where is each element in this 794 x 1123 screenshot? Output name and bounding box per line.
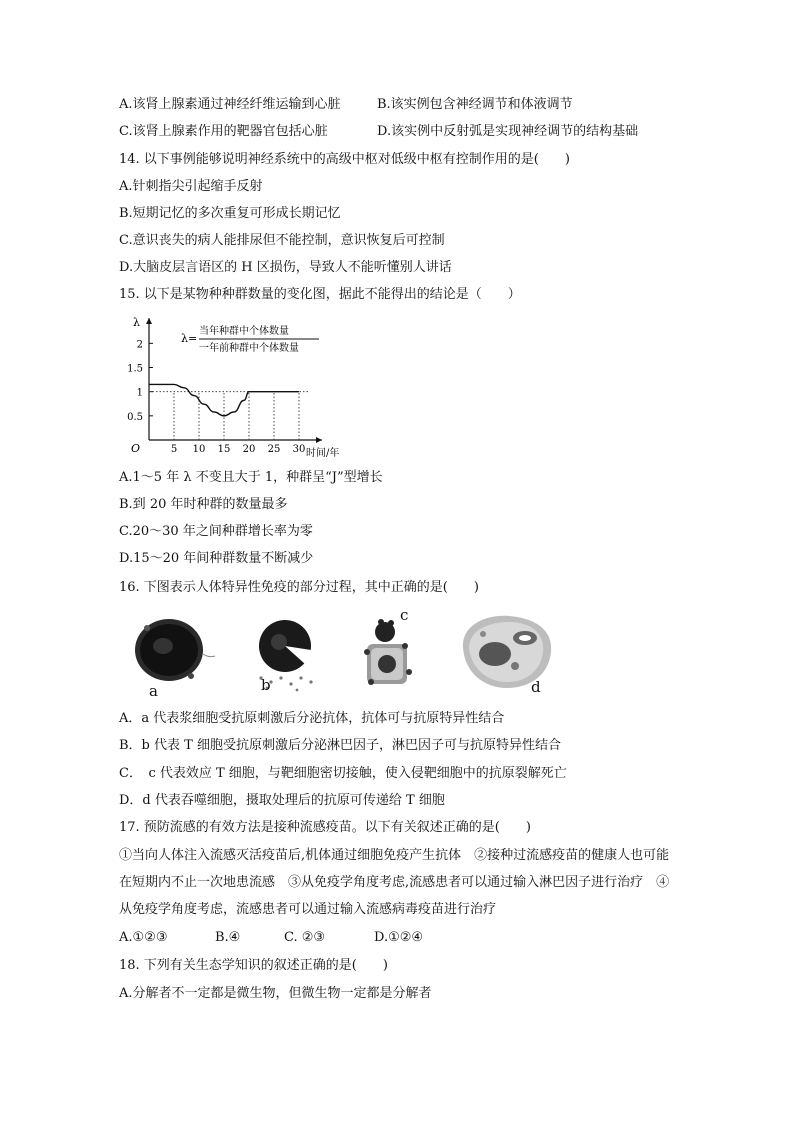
q17-option-a: A.①②③ <box>119 930 168 945</box>
q14-option-a: A.针刺指尖引起缩手反射 <box>119 179 263 194</box>
q14-option-c: C.意识丧失的病人能排尿但不能控制，意识恢复后可控制 <box>119 233 445 248</box>
q17-option-d: D.①②④ <box>374 930 424 945</box>
formula-numerator: 当年种群中个体数量 <box>199 326 289 337</box>
cell-c-label: c <box>400 606 409 624</box>
q14-stem: 14. 以下事例能够说明神经系统中的高级中枢对低级中枢有控制作用的是( ) <box>119 152 570 167</box>
q18-stem: 18. 下列有关生态学知识的叙述正确的是( ) <box>119 958 388 973</box>
q14-option-b: B.短期记忆的多次重复可形成长期记忆 <box>119 206 341 221</box>
x-tick-label: 10 <box>192 444 206 455</box>
q15-option-b: B.到 20 年时种群的数量最多 <box>119 497 288 512</box>
lambda-chart <box>119 312 339 462</box>
q16-option-c: C． c 代表效应 T 细胞，与靶细胞密切接触，使入侵靶细胞中的抗原裂解死亡 <box>119 766 567 781</box>
y-tick-label: 0.5 <box>127 411 143 423</box>
cell-d-label: d <box>531 678 541 696</box>
q16-option-d: D．d 代表吞噬细胞，摄取处理后的抗原可传递给 T 细胞 <box>119 793 445 808</box>
x-tick-label: 30 <box>292 444 306 455</box>
q15-option-a: A.1～5 年 λ 不变且大于 1，种群呈“J”型增长 <box>119 470 383 485</box>
origin-label: O <box>131 442 141 455</box>
x-axis-arrow <box>316 437 322 443</box>
q18-option-a: A.分解者不一定都是微生物，但微生物一定都是分解者 <box>119 986 432 1001</box>
q17-body: ①当向人体注入流感灭活疫苗后,机体通过细胞免疫产生抗体 ②接种过流感疫苗的健康人也可能在短期内不止一次地患流感 ③从免疫学角度考虑,流感患者可以通过输入淋巴因子进行治疗 ④从免疫学角度考虑，流感患者可以通过输入流感病毒疫苗进行治疗 <box>119 848 670 917</box>
x-tick-label: 5 <box>170 444 178 455</box>
y-tick-label: 1.5 <box>127 363 143 375</box>
y-tick-label: 2 <box>136 339 143 351</box>
x-tick-label: 20 <box>242 444 256 455</box>
q16-option-a: A．a 代表浆细胞受抗原刺激后分泌抗体，抗体可与抗原特异性结合 <box>119 711 505 726</box>
y-axis-label: λ <box>133 316 140 329</box>
lambda-chart-svg <box>119 312 339 462</box>
q15-option-c: C.20～30 年之间种群增长率为零 <box>119 524 313 539</box>
q16-stem: 16. 下图表示人体特异性免疫的部分过程，其中正确的是( ) <box>119 580 479 595</box>
q14-option-d: D.大脑皮层言语区的 H 区损伤，导致人不能听懂别人讲话 <box>119 260 452 275</box>
y-axis-arrow <box>146 318 152 324</box>
formula-lhs: λ= <box>181 332 198 345</box>
q15-option-d: D.15～20 年间种群数量不断减少 <box>119 551 314 566</box>
cell-d-image <box>455 608 559 698</box>
x-tick-label: 15 <box>217 444 231 455</box>
q13-option-d: D.该实例中反射弧是实现神经调节的结构基础 <box>377 124 639 139</box>
immune-cells-figure <box>119 606 559 702</box>
q15-stem: 15. 以下是某物种种群数量的变化图，据此不能得出的结论是（ ） <box>119 287 521 302</box>
cell-b-label: b <box>261 676 271 694</box>
cell-a-image <box>127 610 217 690</box>
q17-option-c: C. ②③ <box>284 930 326 945</box>
q17-stem: 17. 预防流感的有效方法是接种流感疫苗。以下有关叙述正确的是( ) <box>119 820 531 835</box>
x-axis-label: 时间/年 <box>306 448 339 459</box>
q16-option-b: B．b 代表 T 细胞受抗原刺激后分泌淋巴因子，淋巴因子可与抗原特异性结合 <box>119 738 561 753</box>
cell-a-label: a <box>149 682 158 700</box>
x-tick-label: 25 <box>267 444 281 455</box>
q13-option-c: C.该肾上腺素作用的靶器官包括心脏 <box>119 124 328 139</box>
q13-option-a: A.该肾上腺素通过神经纤维运输到心脏 <box>119 97 341 112</box>
q13-option-b: B.该实例包含神经调节和体液调节 <box>377 97 573 112</box>
cell-c-image <box>359 612 429 698</box>
y-tick-label: 1 <box>136 387 143 399</box>
formula-denominator: 一年前种群中个体数量 <box>199 343 299 354</box>
q17-option-b: B.④ <box>215 930 241 945</box>
